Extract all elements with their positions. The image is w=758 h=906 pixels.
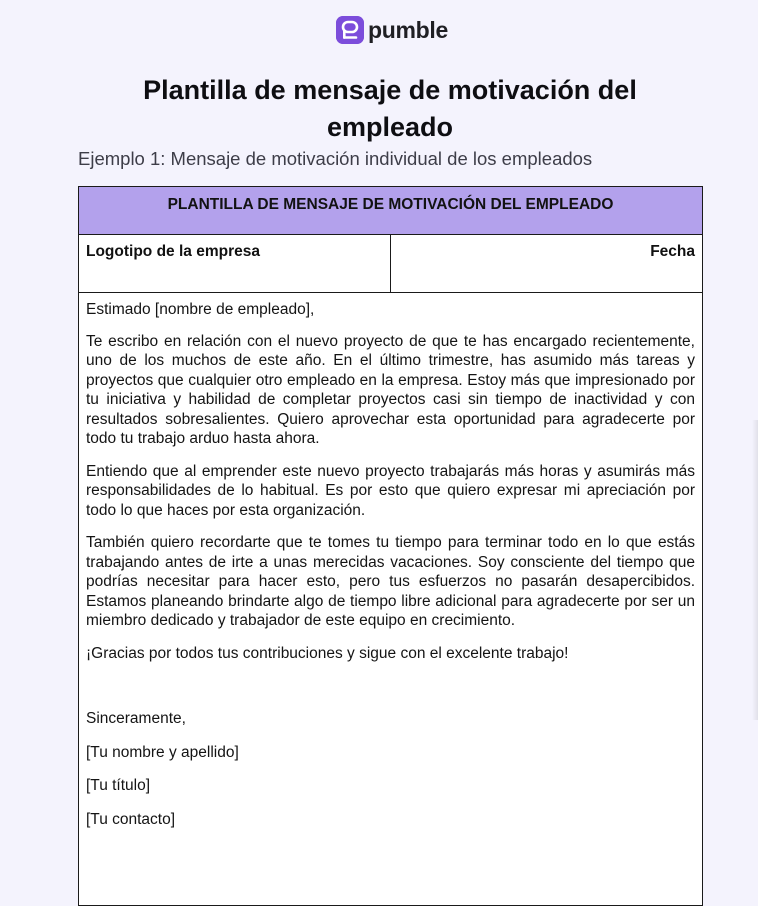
company-logo-cell: Logotipo de la empresa bbox=[79, 235, 391, 292]
message-template bbox=[78, 186, 703, 906]
template-info-row bbox=[79, 235, 702, 293]
closing-line: ¡Gracias por todos tus contribuciones y sigue con el excelente trabajo! bbox=[86, 644, 569, 662]
pumble-logo[interactable] bbox=[336, 16, 448, 44]
greeting: Estimado [nombre de empleado], bbox=[86, 301, 315, 318]
page-title: Plantilla de mensaje de motivación del empleado bbox=[143, 75, 637, 142]
body-paragraph: También quiero recordarte que te tomes tu tiempo para terminar todo en lo que estás trabajando antes de irte a unas merecidas vacaciones. Soy consciente del tiempo que podrías necesitar para hacer esto, pero tus esfuerzos no pasarán desapercibidos. Estamos planeando brindarte algo de tiempo libre adicional para agradecerte por ser un miembro dedicado y trabajador de este equipo en crecimiento. bbox=[86, 534, 695, 629]
contact-placeholder: [Tu contacto] bbox=[86, 810, 176, 828]
date-cell: Fecha bbox=[650, 243, 695, 260]
scroll-edge-shadow bbox=[752, 420, 758, 720]
body-paragraph: Te escribo en relación con el nuevo proyecto de que te has encargado recientemente, uno de los muchos de este año. En el último trimestre, has asumido más tareas y proyectos que cualquier otro empleado en la empresa. Estoy más que impresionado por tu iniciativa y habilidad de completar proyectos casi sin tiempo de inactividad y con resultados sobresalientes. Quiero aprovechar esta oportunidad para agradecerte por todo tu trabajo arduo hasta ahora. bbox=[86, 332, 695, 447]
spacer bbox=[86, 676, 695, 709]
template-body bbox=[79, 293, 702, 829]
brand-name: pumble bbox=[368, 16, 448, 43]
body-paragraph: Entiendo que al emprender este nuevo proyecto trabajarás más horas y asumirás más responsabilidades de lo habitual. Es por esto que quiero expresar mi apreciación por todo lo que haces por esta organización. bbox=[86, 462, 695, 519]
page-subtitle: Ejemplo 1: Mensaje de motivación individual de los empleados bbox=[78, 148, 593, 169]
signoff: Sinceramente, bbox=[86, 710, 186, 727]
name-placeholder: [Tu nombre y apellido] bbox=[86, 743, 239, 761]
title-placeholder: [Tu título] bbox=[86, 777, 151, 794]
signature-block bbox=[86, 709, 695, 829]
pumble-logo-icon bbox=[336, 16, 364, 44]
template-header: PLANTILLA DE MENSAJE DE MOTIVACIÓN DEL EMPLEADO bbox=[79, 187, 702, 235]
